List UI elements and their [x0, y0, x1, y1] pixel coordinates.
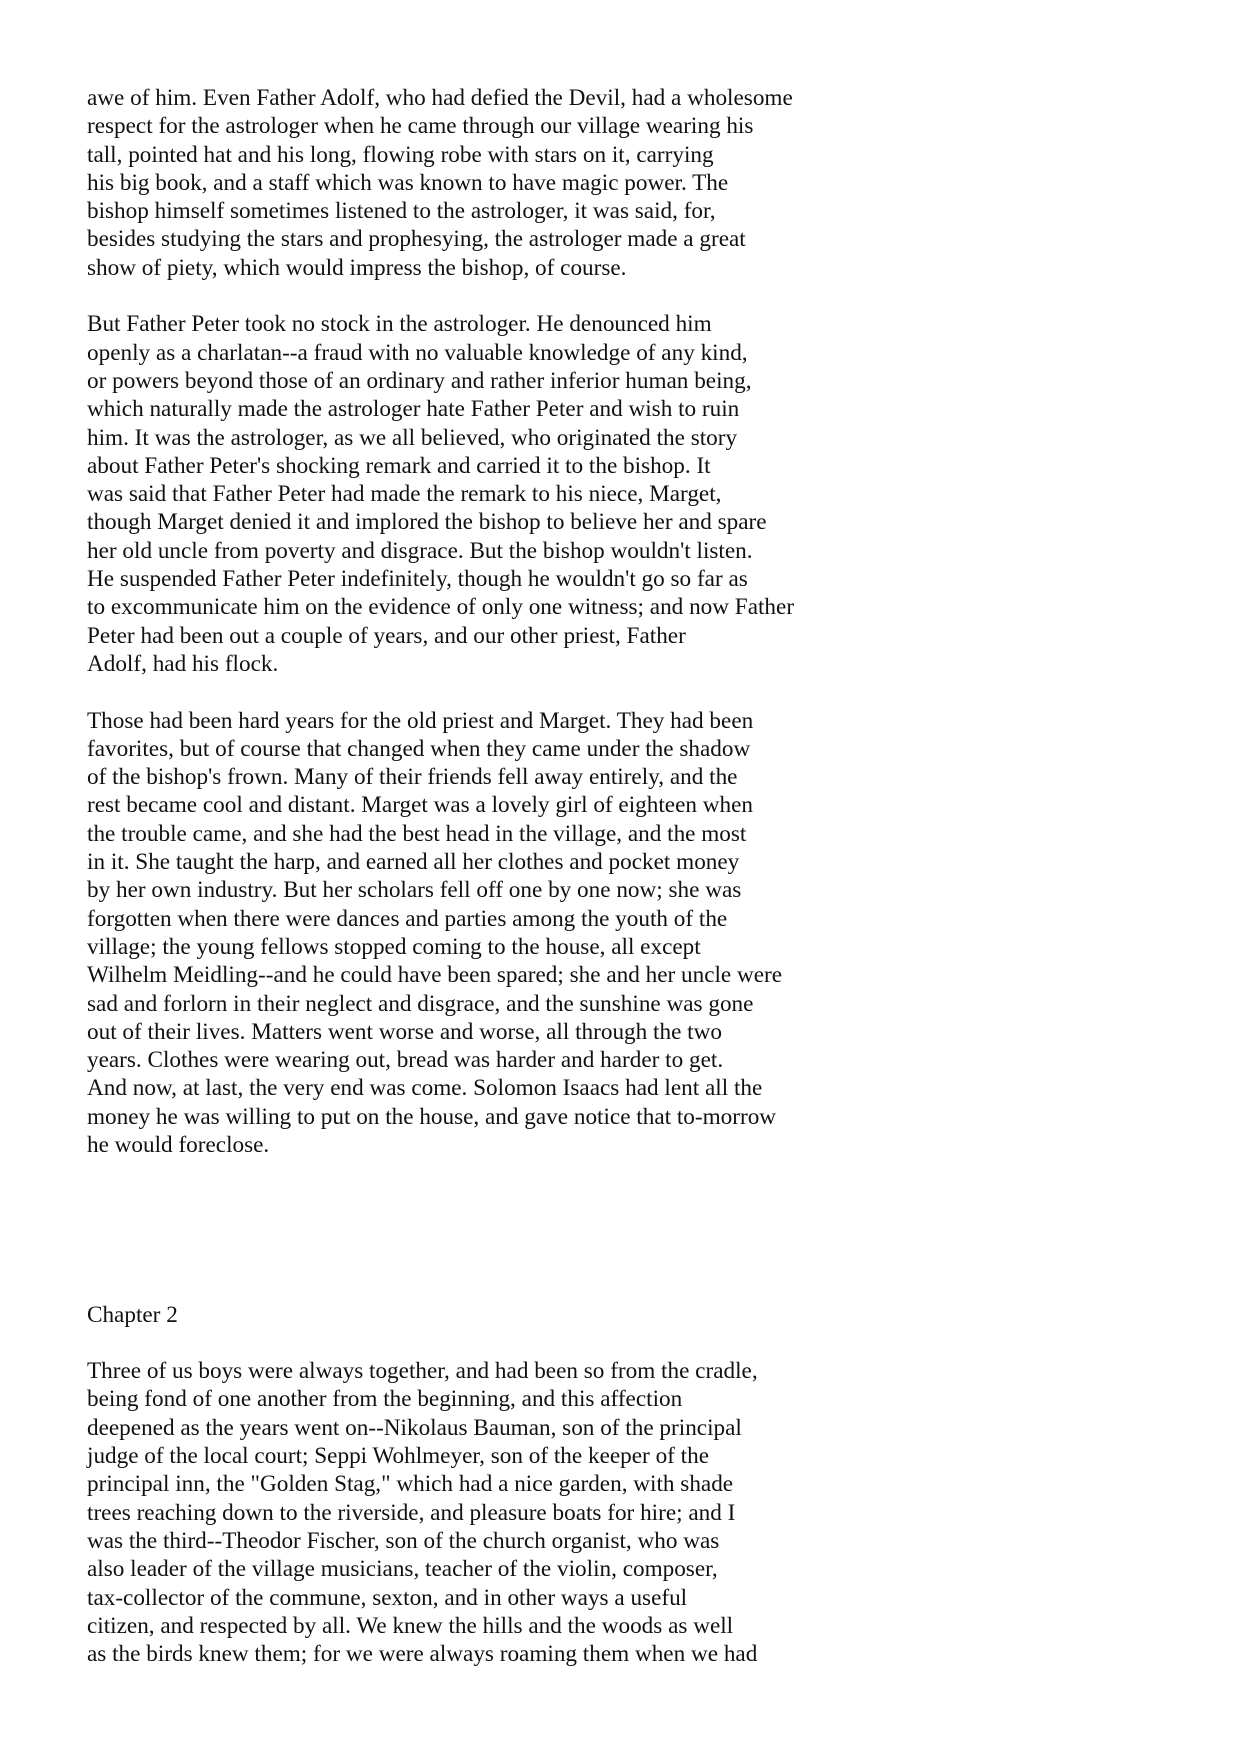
text-line: Those had been hard years for the old priest and Marget. They had been [87, 707, 754, 734]
text-line: also leader of the village musicians, teacher of the violin, composer, [87, 1556, 718, 1583]
text-line: show of piety, which would impress the bishop, of course. [87, 254, 627, 281]
text-line: Wilhelm Meidling--and he could have been spared; she and her uncle were [87, 962, 783, 989]
text-line: bishop himself sometimes listened to the astrologer, it was said, for, [87, 198, 716, 225]
text-line: favorites, but of course that changed when they came under the shadow [87, 735, 751, 762]
text-line: Three of us boys were always together, and had been so from the cradle, [87, 1358, 758, 1385]
text-line: money he was willing to put on the house, and gave notice that to-morrow [87, 1103, 777, 1130]
text-line: citizen, and respected by all. We knew the hills and the woods as well [87, 1612, 734, 1639]
text-line: which naturally made the astrologer hate Father Peter and wish to ruin [87, 396, 740, 423]
text-line: his big book, and a staff which was known to have magic power. The [87, 169, 729, 196]
text-line: And now, at last, the very end was come. Solomon Isaacs had lent all the [87, 1075, 763, 1102]
text-line: in it. She taught the harp, and earned all her clothes and pocket money [87, 849, 740, 876]
text-line: about Father Peter's shocking remark and carried it to the bishop. It [87, 452, 711, 479]
text-line: Adolf, had his flock. [87, 650, 279, 677]
text-line: or powers beyond those of an ordinary and rather inferior human being, [87, 367, 752, 394]
paragraph-father-peter [87, 310, 987, 678]
text-line: him. It was the astrologer, as we all believed, who originated the story [87, 424, 738, 451]
text-line: tax-collector of the commune, sexton, and in other ways a useful [87, 1584, 688, 1611]
text-line: deepened as the years went on--Nikolaus Bauman, son of the principal [87, 1414, 742, 1441]
text-line: village; the young fellows stopped coming to the house, all except [87, 933, 701, 960]
text-line: as the birds knew them; for we were always roaming them when we had [87, 1641, 758, 1668]
text-line: being fond of one another from the beginning, and this affection [87, 1386, 683, 1413]
text-line: trees reaching down to the riverside, and pleasure boats for hire; and I [87, 1499, 736, 1526]
text-line: her old uncle from poverty and disgrace. But the bishop wouldn't listen. [87, 537, 753, 564]
text-line: tall, pointed hat and his long, flowing robe with stars on it, carrying [87, 141, 714, 168]
text-line: the trouble came, and she had the best head in the village, and the most [87, 820, 747, 847]
text-line: principal inn, the "Golden Stag," which had a nice garden, with shade [87, 1471, 734, 1498]
text-line: openly as a charlatan--a fraud with no valuable knowledge of any kind, [87, 339, 748, 366]
document-page [87, 84, 987, 1697]
text-line: of the bishop's frown. Many of their friends fell away entirely, and the [87, 764, 738, 791]
text-line: forgotten when there were dances and parties among the youth of the [87, 905, 728, 932]
text-line: he would foreclose. [87, 1131, 270, 1158]
text-line: He suspended Father Peter indefinitely, though he wouldn't go so far as [87, 566, 748, 593]
text-line: years. Clothes were wearing out, bread was harder and harder to get. [87, 1047, 724, 1074]
text-line: sad and forlorn in their neglect and disgrace, and the sunshine was gone [87, 990, 754, 1017]
text-line: out of their lives. Matters went worse and worse, all through the two [87, 1018, 722, 1045]
text-line: awe of him. Even Father Adolf, who had defied the Devil, had a wholesome [87, 85, 793, 111]
text-line: was said that Father Peter had made the remark to his niece, Marget, [87, 481, 722, 508]
text-line: respect for the astrologer when he came through our village wearing his [87, 113, 754, 140]
paragraph-three-boys [87, 1357, 987, 1668]
text-line: But Father Peter took no stock in the astrologer. He denounced him [87, 311, 712, 338]
paragraph-astrologer-respect [87, 84, 987, 282]
text-line: though Marget denied it and implored the bishop to believe her and spare [87, 509, 767, 536]
text-line: besides studying the stars and prophesying, the astrologer made a great [87, 226, 746, 253]
chapter-spacer [87, 1188, 987, 1301]
text-line: to excommunicate him on the evidence of only one witness; and now Father [87, 594, 795, 621]
text-line: judge of the local court; Seppi Wohlmeyer, son of the keeper of the [87, 1443, 710, 1470]
text-line: Peter had been out a couple of years, and our other priest, Father [87, 622, 686, 649]
chapter-heading: Chapter 2 [87, 1301, 178, 1328]
paragraph-hard-years [87, 707, 987, 1160]
text-line: by her own industry. But her scholars fell off one by one now; she was [87, 877, 742, 904]
text-line: rest became cool and distant. Marget was a lovely girl of eighteen when [87, 792, 753, 819]
text-line: was the third--Theodor Fischer, son of the church organist, who was [87, 1527, 720, 1554]
